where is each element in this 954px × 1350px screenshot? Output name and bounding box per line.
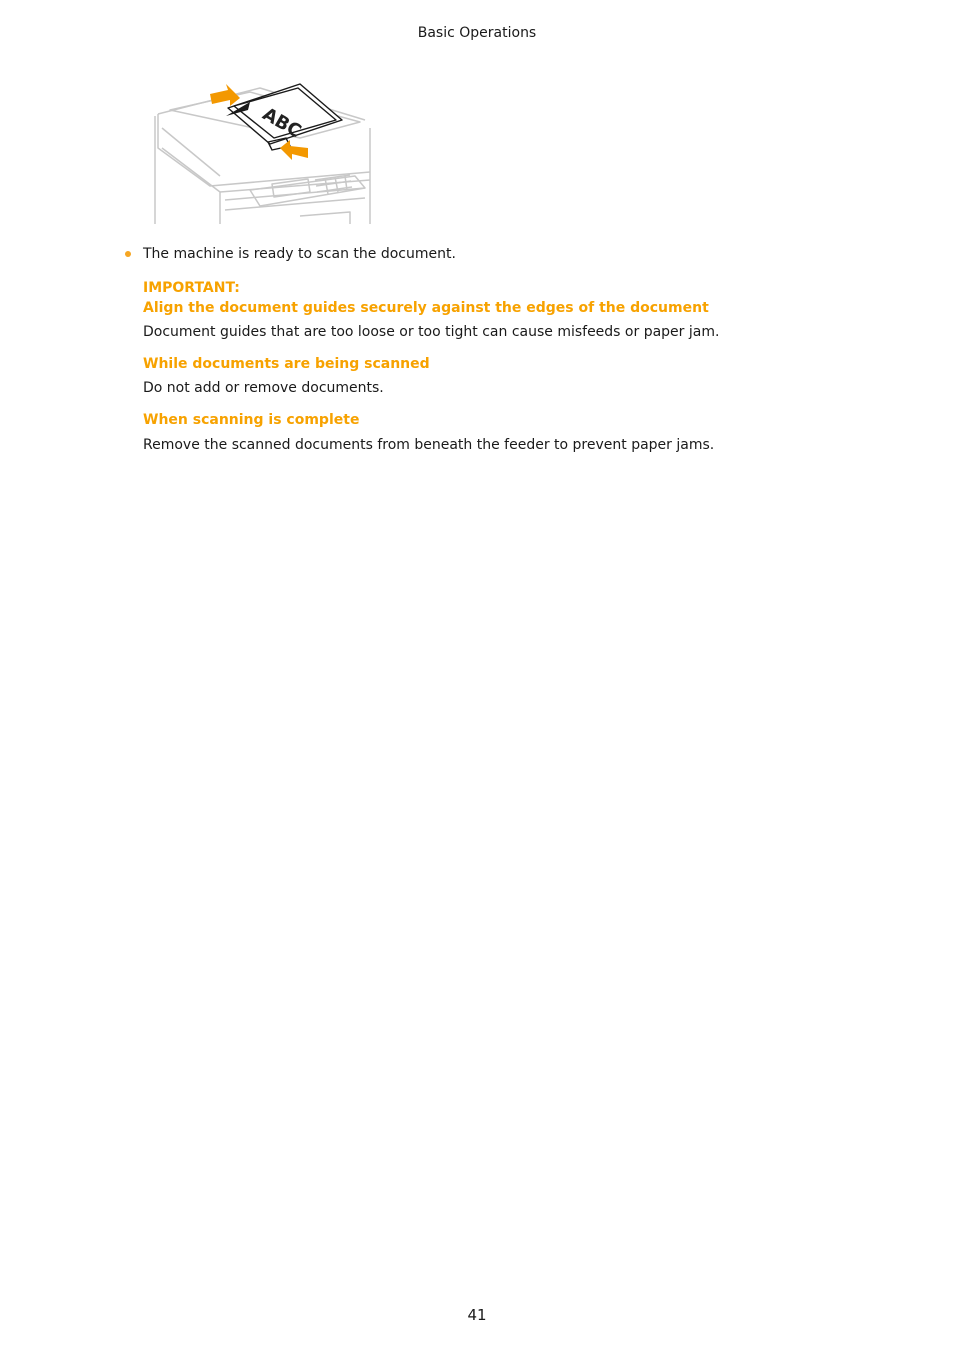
section-heading-complete: When scanning is complete [143,412,360,428]
section-body-guides: Document guides that are too loose or too tight can cause misfeeds or paper jam. [143,324,720,340]
status-bullet [125,246,456,262]
section-body-complete: Remove the scanned documents from beneath the feeder to prevent paper jams. [143,437,715,453]
bullet-dot-icon [125,251,131,257]
section-heading-guides: Align the document guides securely against the edges of the document [143,300,709,316]
bullet-text: The machine is ready to scan the document. [143,246,456,262]
section-heading-scanning: While documents are being scanned [143,356,430,372]
svg-text:ABC: ABC [258,103,305,143]
page-number: 41 [467,1306,487,1324]
printer-feeder-illustration [150,80,375,226]
section-body-scanning: Do not add or remove documents. [143,380,384,396]
important-label: IMPORTANT: [143,280,240,296]
page-header: Basic Operations [417,25,537,41]
